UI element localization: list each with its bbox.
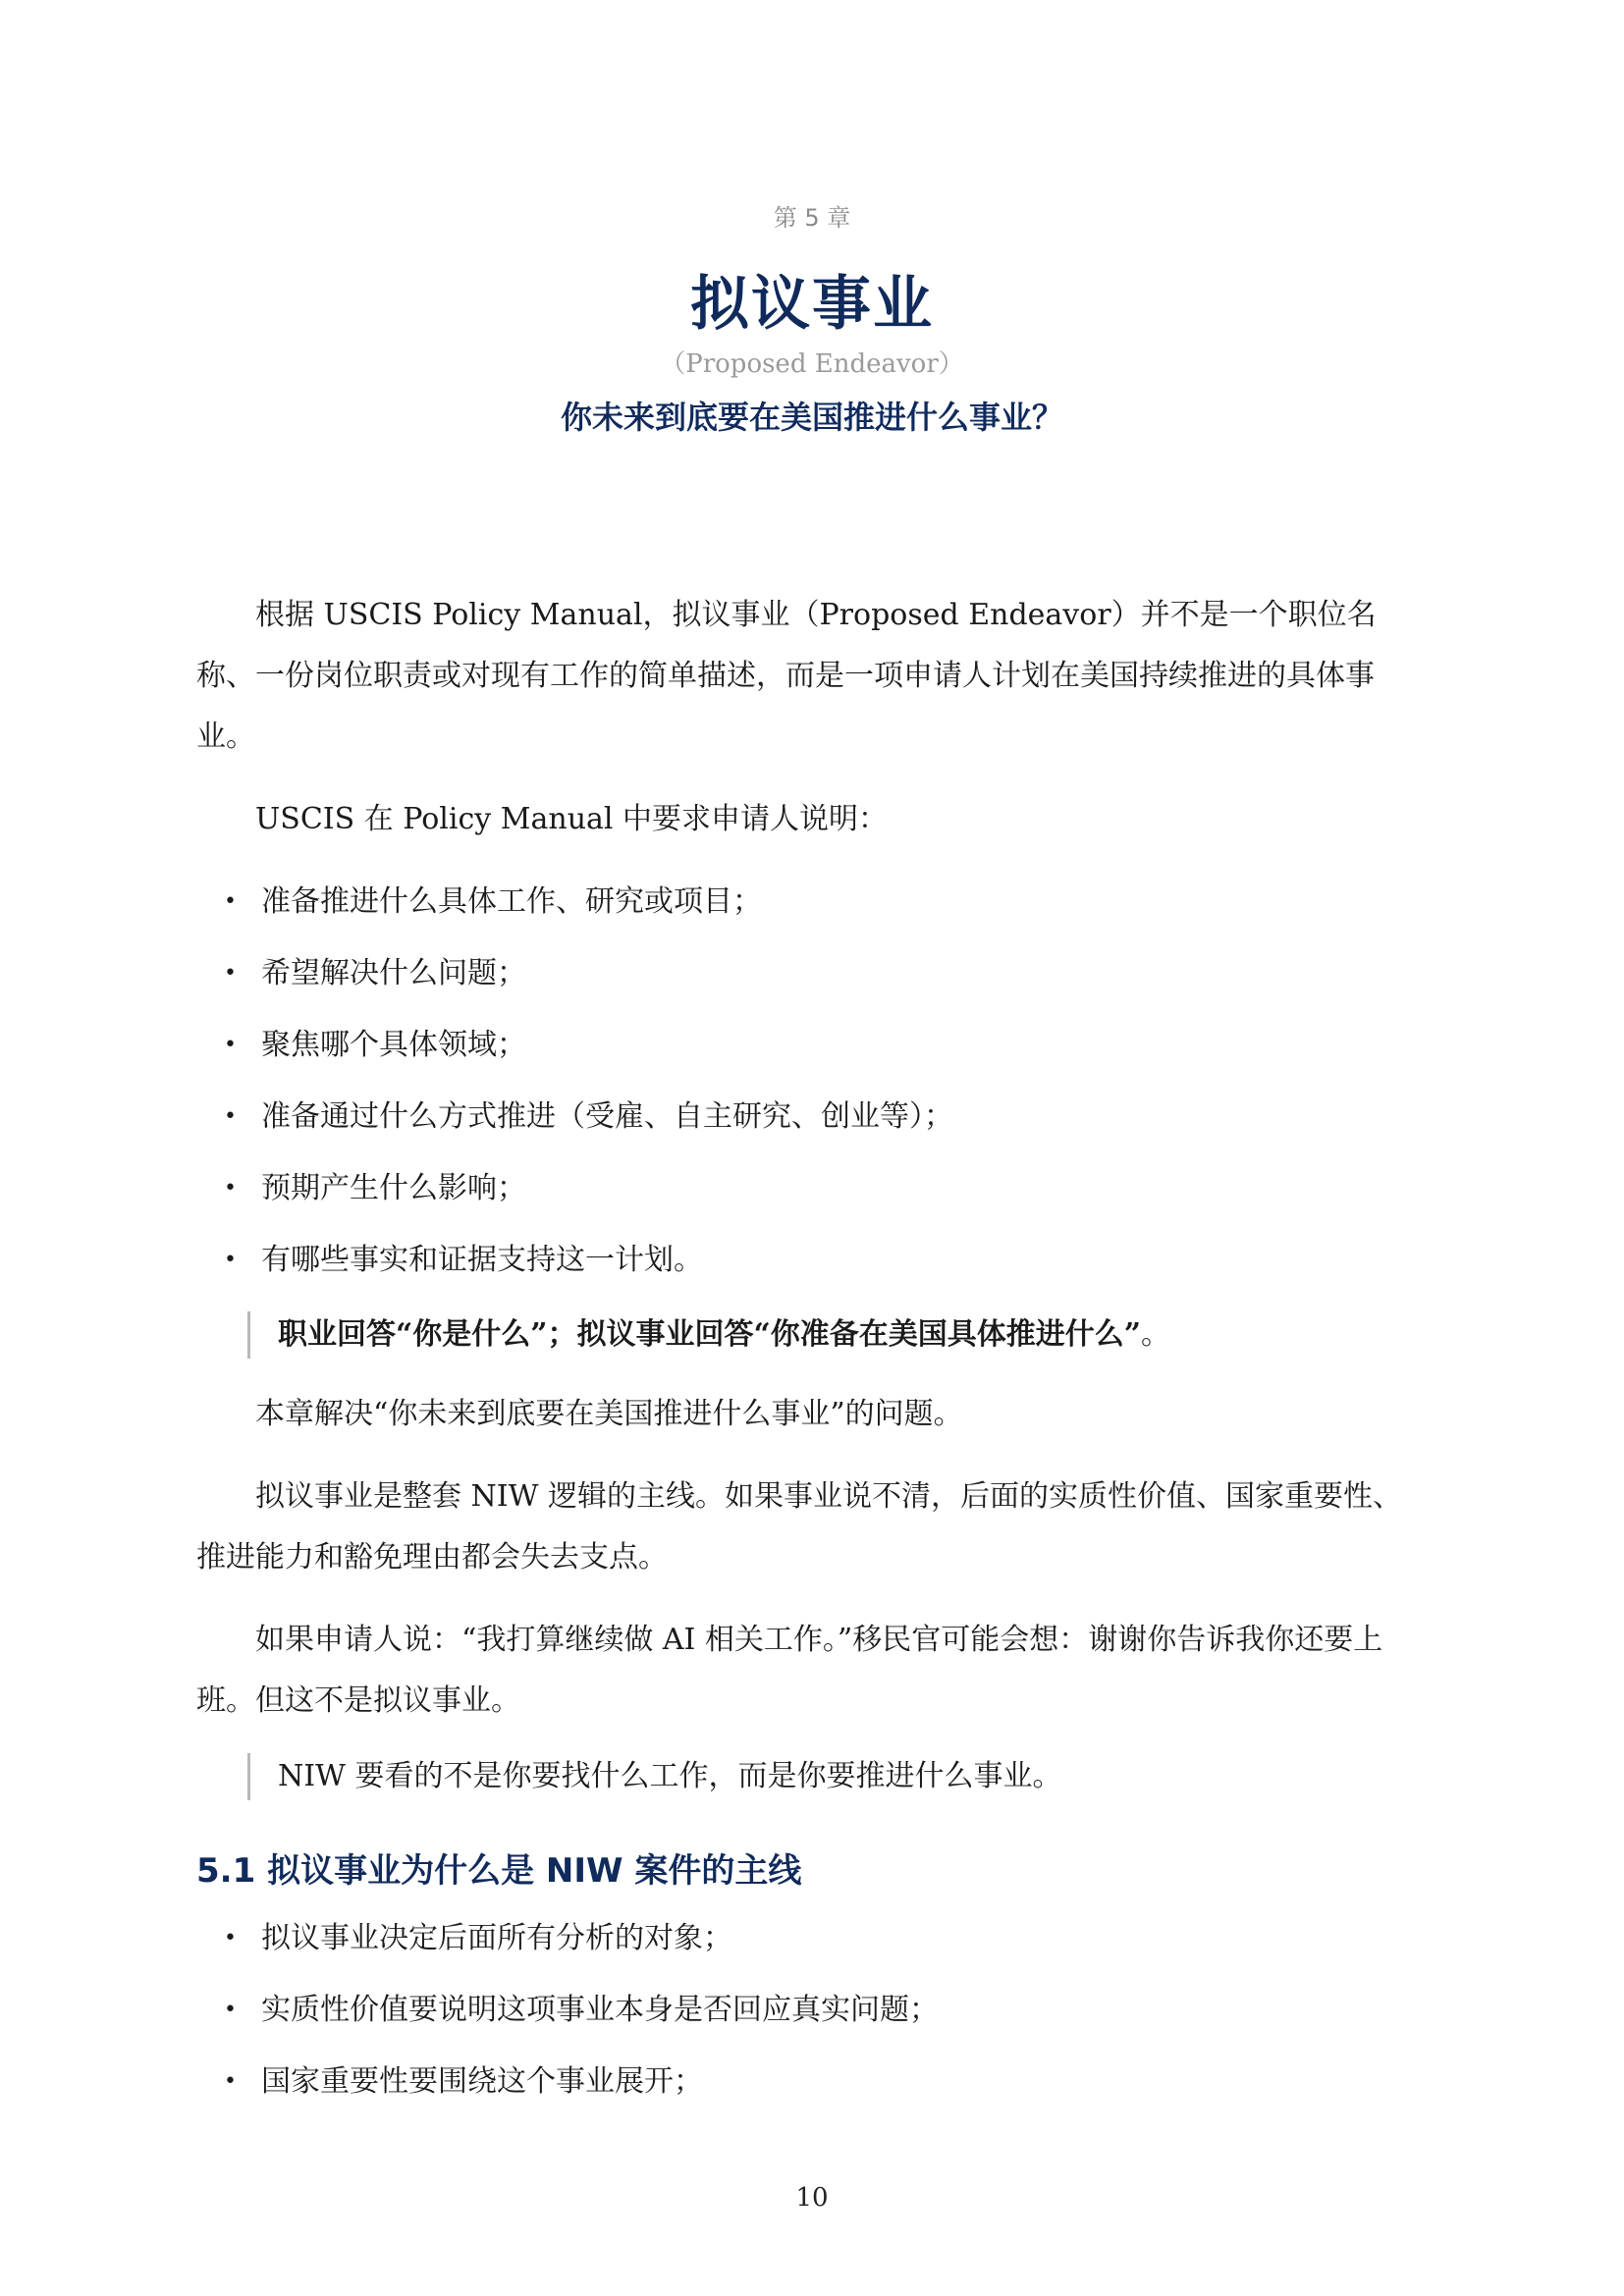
blockquote-key-point	[247, 1311, 1424, 1359]
requirements-list	[196, 872, 1424, 1302]
chapter-english-title: （Proposed Endeavor）	[660, 349, 964, 379]
paragraph-example: 如果申请人说：“我打算继续做 AI 相关工作。”移民官可能会想：谢谢你告诉我你还要上班。但这不是拟议事业。	[196, 1623, 1383, 1718]
list-item: • 有哪些事实和证据支持这一计划。	[196, 1230, 1424, 1302]
bullet-icon: •	[224, 1248, 237, 1272]
list-item: • 国家重要性要围绕这个事业展开；	[196, 2052, 1424, 2123]
chapter-subtitle: 你未来到底要在美国推进什么事业？	[560, 399, 1063, 436]
list-item: • 准备通过什么方式推进（受雇、自主研究、创业等）；	[196, 1087, 1424, 1158]
list-item: • 预期产生什么影响；	[196, 1158, 1424, 1230]
chapter-title: 拟议事业	[690, 270, 934, 339]
list-item: • 拟议事业决定后面所有分析的对象；	[196, 1908, 1424, 1980]
chapter-content	[196, 585, 1424, 2133]
bullet-icon: •	[224, 1926, 237, 1950]
section-heading: 5.1 拟议事业为什么是 NIW 案件的主线	[196, 1851, 802, 1891]
section-list	[196, 1908, 1424, 2123]
blockquote-strong-text: 职业回答“你是什么”；拟议事业回答“你准备在美国具体推进什么”	[278, 1317, 1142, 1352]
bullet-icon: •	[224, 2069, 237, 2094]
bullet-icon: •	[224, 1104, 237, 1129]
bullet-icon: •	[224, 1176, 237, 1201]
bullet-icon: •	[224, 961, 237, 986]
paragraph-chapter-goal: 本章解决“你未来到底要在美国推进什么事业”的问题。	[255, 1397, 963, 1431]
list-item: • 聚焦哪个具体领域；	[196, 1015, 1424, 1087]
bullet-icon: •	[224, 1033, 237, 1057]
list-item: • 实质性价值要说明这项事业本身是否回应真实问题；	[196, 1980, 1424, 2052]
page-number: 10	[795, 2183, 829, 2213]
list-item: • 准备推进什么具体工作、研究或项目；	[196, 872, 1424, 943]
chapter-label: 第 5 章	[773, 204, 851, 232]
blockquote-tail: 。	[1141, 1317, 1171, 1352]
bullet-icon: •	[224, 889, 237, 914]
paragraph-requirements: USCIS 在 Policy Manual 中要求申请人说明：	[255, 802, 889, 836]
bullet-icon: •	[224, 1998, 237, 2022]
paragraph-main-thread: 拟议事业是整套 NIW 逻辑的主线。如果事业说不清，后面的实质性价值、国家重要性、推进能力和豁免理由都会失去支点。	[196, 1479, 1403, 1575]
list-item: • 希望解决什么问题；	[196, 943, 1424, 1015]
blockquote-summary: NIW 要看的不是你要找什么工作，而是你要推进什么事业。	[247, 1753, 1424, 1800]
paragraph-intro: 根据 USCIS Policy Manual，拟议事业（Proposed Endeavor）并不是一个职位名称、一份岗位职责或对现有工作的简单描述，而是一项申请人计划在美国持续推进的具体事业。	[196, 598, 1377, 754]
